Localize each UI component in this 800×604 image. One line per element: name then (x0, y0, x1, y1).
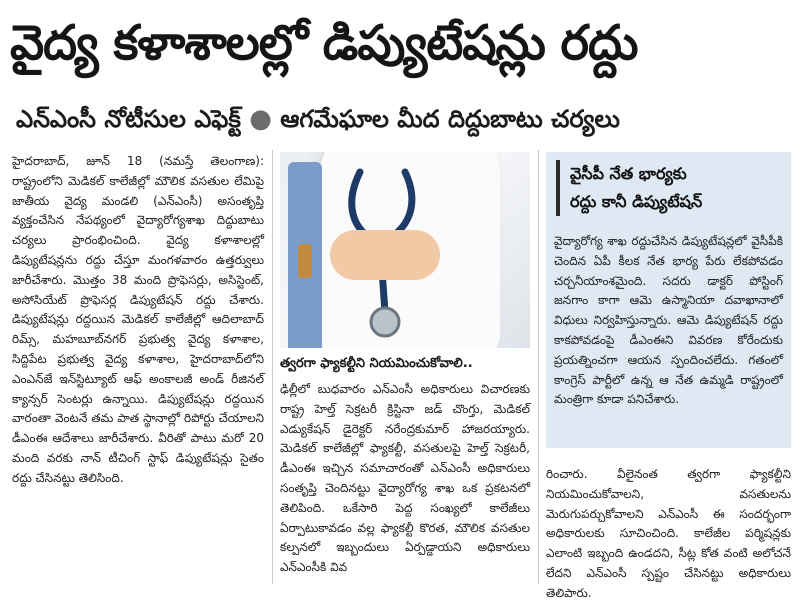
sidebar-title-line-1: వైసీపీ నేత భార్యకు (570, 164, 687, 183)
column-divider (272, 150, 273, 584)
bullet-separator-icon: ● (249, 104, 272, 134)
article-column-3 (546, 465, 791, 600)
sidebar-title-line-2: రద్దు కానీ డిప్యుటేషన్‌ (570, 192, 703, 211)
subheadline (16, 96, 796, 142)
column-divider (538, 150, 539, 584)
article-text-column-2: ఢిల్లీలో బుధవారం ఎన్‌ఎంసీ అధికారులు విచారణకు రాష్ట్ర హెల్త్‌ సెక్రటరీ క్రిస్టినా జడ్‌ చొంగ్తు, మెడికల్‌ ఎడ్యుకేషన్‌ డైరెక్టర్‌ నరేంద్రకుమార్‌ హాజరయ్యారు. మెడికల్‌ కాలేజీల్లో ఫ్యాకల్టీ, వసతులపై హెల్త్‌ సెక్రటరీ, డీఎంఈ ఇచ్చిన సమాచారంతో ఎన్‌ఎంసీ అధికారులు సంతృప్తి చెందినట్టు వైద్యారోగ్య శాఖ ఒక ప్రకటనలో తెలిపింది. ఒకేసారి పెద్ద సంఖ్యలో కాలేజీలు ఏర్పాటుకావడం వల్ల ఫ్యాకల్టీ కొరత, మౌలిక వసతుల కల్పనలో ఇబ్బందులు ఏర్పడ్డాయని అధికారులు ఎన్‌ఎంసీకి వివ (280, 382, 530, 575)
sidebar-text: వైద్యారోగ్య శాఖ రద్దుచేసిన డిప్యుటేషన్లలో వైసీపీకి చెందిన ఏపీ కీలక నేత భార్య పేరు లేకపోవడం చర్చనీయాంశమైంది. సదరు డాక్టర్‌ పోస్టింగ్‌ జనగాం కాగా ఆమె ఉస్మానియా దవాఖానాలో విధులు నిర్వహిస్తున్నారు. ఆమె డిప్యుటేషన్‌ రద్దు కాకపోవడంపై డీఎంఈని వివరణ కోరేందుకు ప్రయత్నించగా ఆయన స్పందించలేదు. గతంలో కాంగ్రెస్‌ పార్టీలో ఉన్న ఆ నేత ఉమ్మడి రాష్ట్రంలో మంత్రిగా కూడా పనిచేశారు. (554, 234, 783, 407)
sidebar-box (546, 152, 791, 448)
headline: వైద్య కళాశాలల్లో డిప్యుటేషన్లు రద్దు (10, 15, 638, 71)
article-text-column-3: రించారు. వీలైనంత త్వరగా ఫ్యాకల్టీని నియమించుకోవాలని, వసతులను మెరుగుపర్చుకోవాలని ఎన్‌ఎంసీ ఈ సందర్భంగా అధికారులకు సూచించింది. కాలేజీల పర్మిషన్లకు ఎలాంటి ఇబ్బంది ఉండదని, సీట్ల కోత వంటి అలోచనే లేదని ఎన్‌ఎంసీ స్పష్టం చేసినట్టు అధికారులు తెలిపారు. (546, 467, 791, 600)
hand-shape (330, 230, 440, 280)
subheadline-part-2: ఆగమేఘాల మీద దిద్దుబాటు చర్యలు (280, 105, 620, 133)
article-column-1 (12, 152, 264, 582)
wristwatch-icon (298, 244, 312, 278)
sidebar-title (556, 160, 800, 216)
article-column-2 (280, 380, 530, 580)
photo-caption: త్వరగా ఫ్యాకల్టీని నియమించుకోవాలి.. (280, 356, 473, 371)
article-text-column-1: హైదరాబాద్‌, జూన్‌ 18 (నమస్తే తెలంగాణ): రాష్ట్రంలోని మెడికల్‌ కాలేజీల్లో మౌలిక వసతుల లేమిపై జాతీయ వైద్య మండలి (ఎన్‌ఎంసీ) అసంతృప్తి వ్యక్తంచేసిన నేపథ్యంలో వైద్యారోగ్యశాఖ దిద్దుబాటు చర్యలు ప్రారంభించింది. వైద్య కళాశాలల్లో డిప్యుటేషన్లను రద్దు చేస్తూ మంగళవారం ఉత్తర్వులు జారీచేశారు. మొత్తం 38 మంది ప్రొఫెసర్లు, అసిస్టెంట్‌, అసోసియేట్‌ ప్రొఫెసర్ల డిప్యుటేషన్‌ రద్దు చేశారు. డిప్యుటేషన్లు రద్దయిన మెడికల్‌ కాలేజీల్లో ఆదిలాబాద్‌ రిమ్స్‌, మహబూబ్‌నగర్‌ ప్రభుత్వ వైద్య కళాశాల, సిద్దిపేట ప్రభుత్వ వైద్య కళాశాల, హైదరాబాద్‌లోని ఎంఎన్‌జే ఇన్‌స్టిట్యూట్‌ ఆఫ్‌ అంకాలజీ అండ్‌ రీజినల్‌ క్యాన్సర్‌ సెంటర్లు ఉన్నాయి. డిప్యుటేషన్లు రద్దయిన వారంతా వెంటనే తమ పాత స్థానాల్లో రిపోర్టు చేయాలని డీఎంఈ ఆదేశాలు జారీచేశారు. వీరితో పాటు మరో 20 మంది వరకు నాన్‌ టీచింగ్‌ స్టాఫ్‌ డిప్యుటేషన్లు సైతం రద్దు చేసినట్టు తెలిసింది. (12, 154, 264, 485)
subheadline-part-1: ఎన్‌ఎంసీ నోటీసుల ఎఫెక్ట్ (16, 105, 241, 133)
doctor-stethoscope-photo (280, 152, 530, 348)
